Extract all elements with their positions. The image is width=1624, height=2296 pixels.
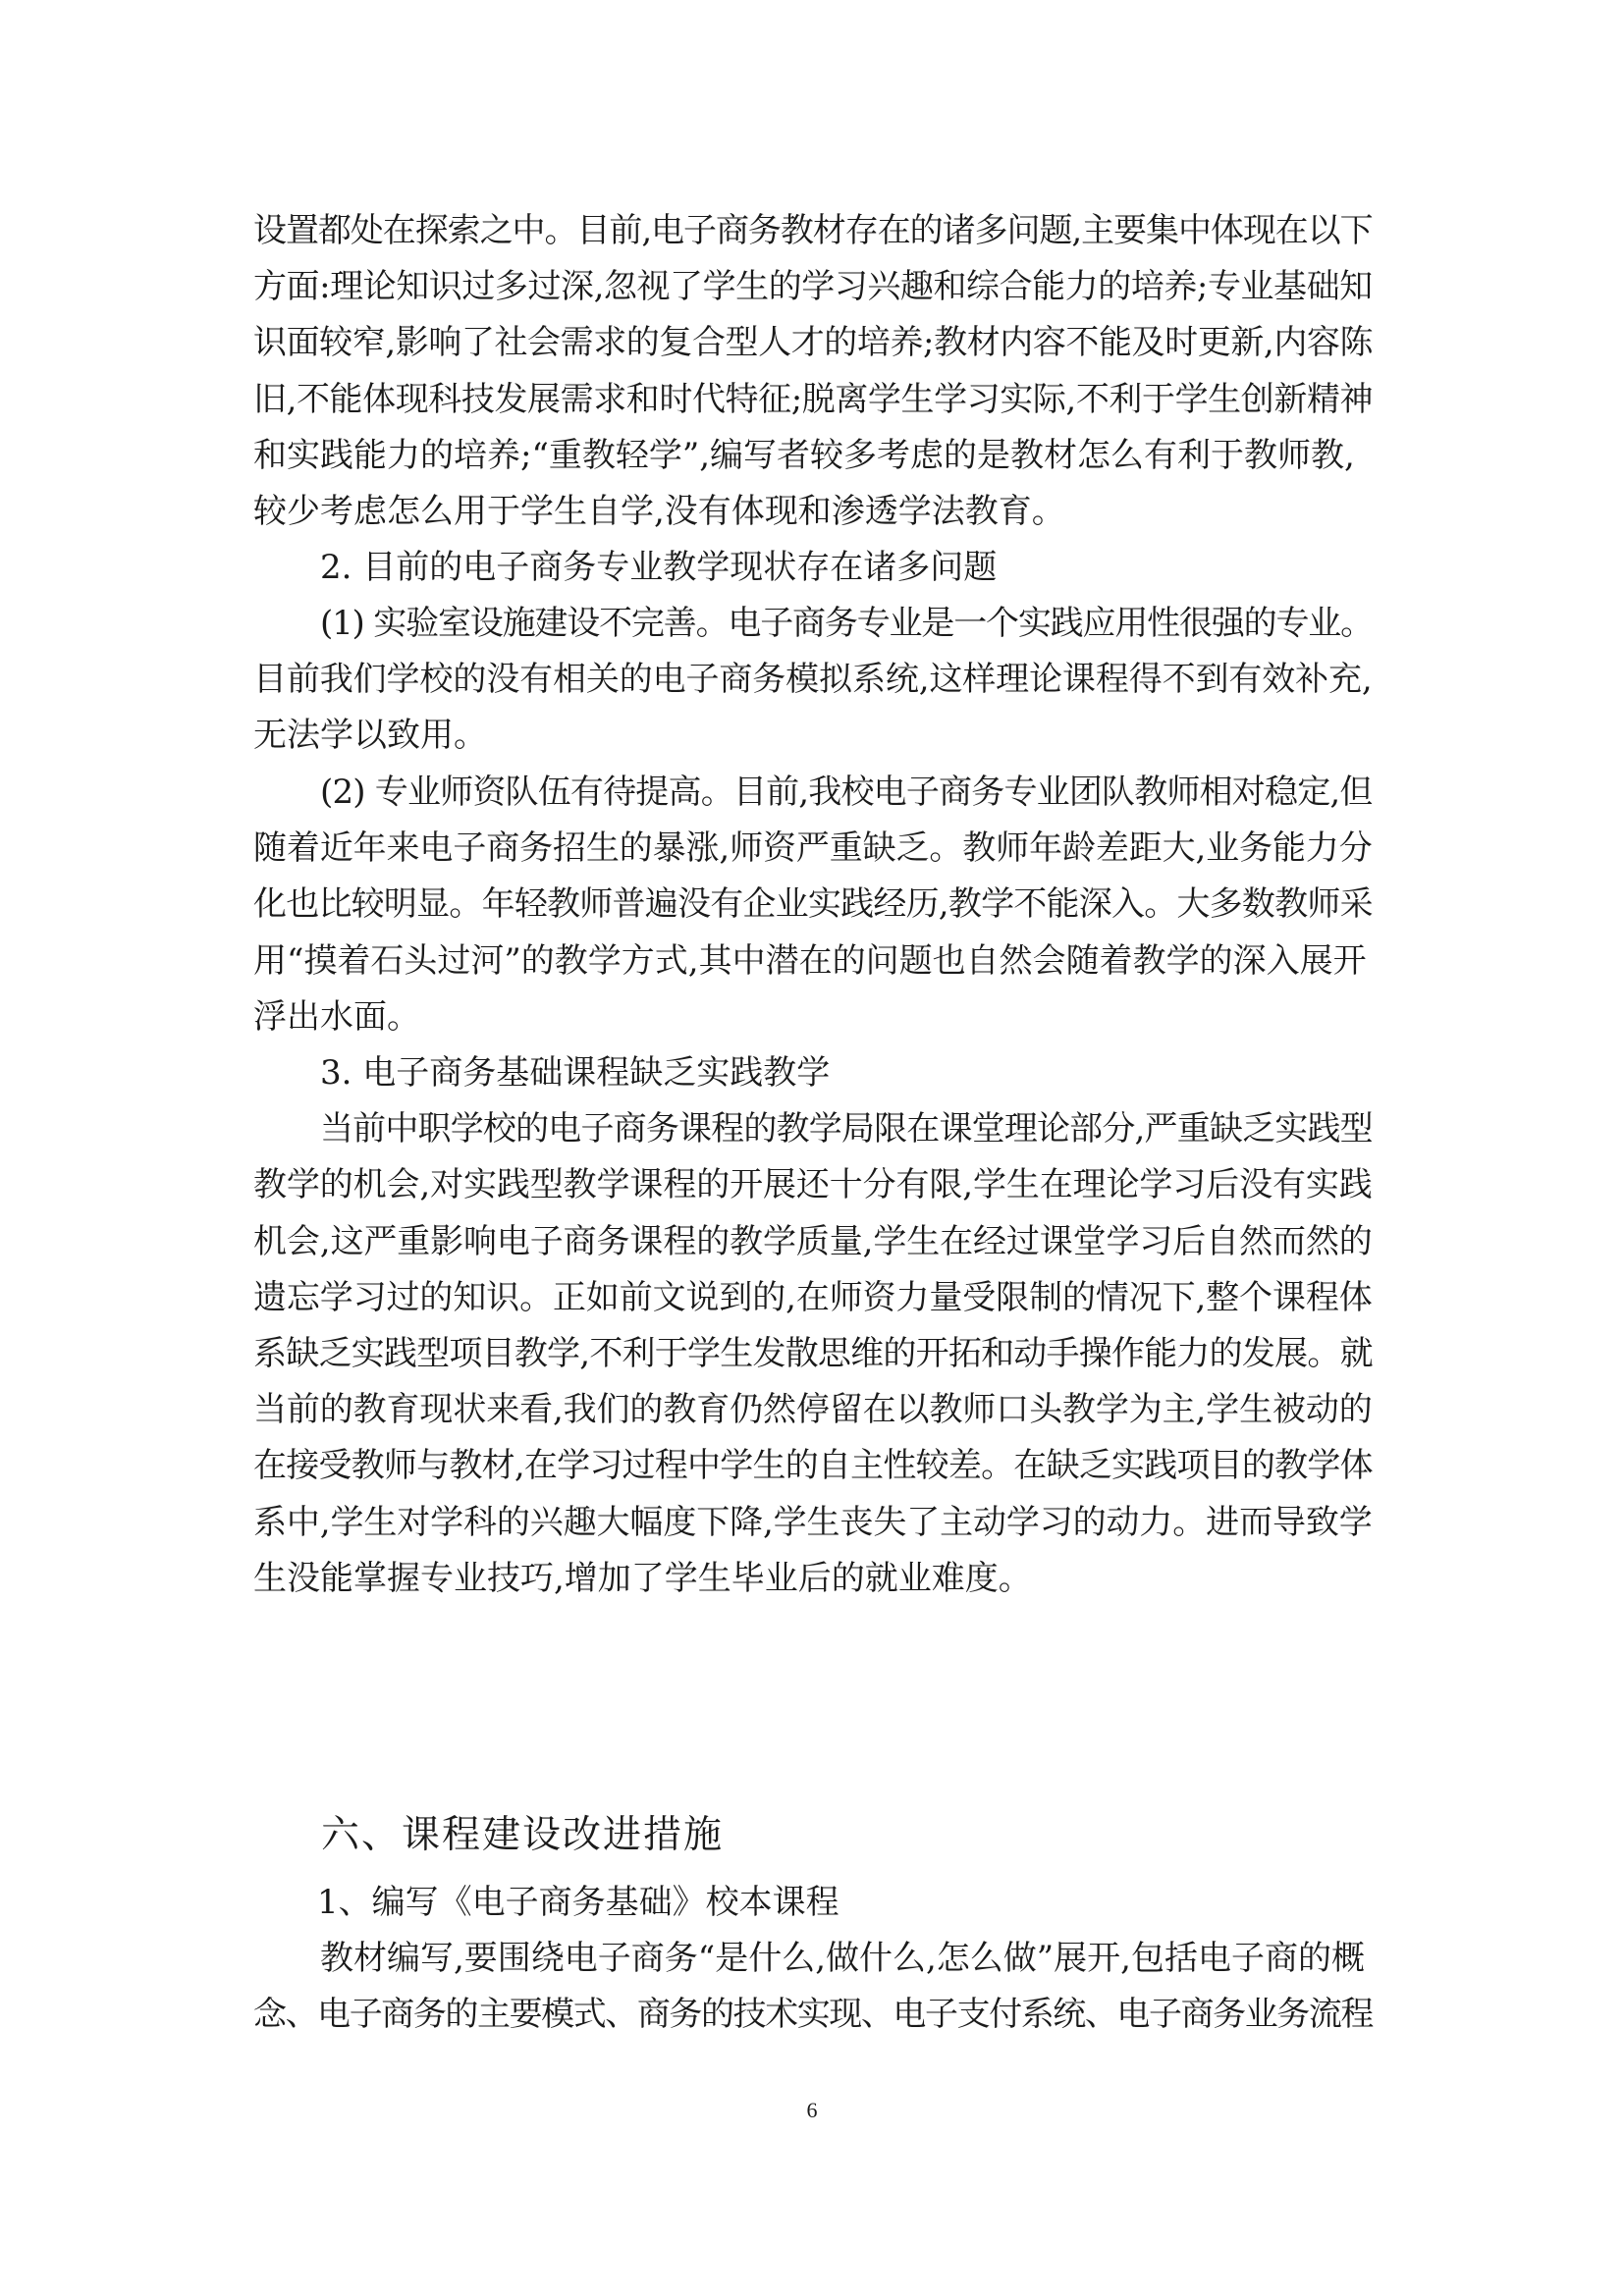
paragraph-line: 当前的教育现状来看,我们的教育仍然停留在以教师口头教学为主,学生被动的 <box>253 1390 1373 1430</box>
paragraph-line: 无法学以致用。 <box>253 716 487 756</box>
paragraph-line: 教材编写,要围绕电子商务“是什么,做什么,怎么做”展开,包括电子商的概 <box>320 1939 1365 1979</box>
paragraph-line: 识面较窄,影响了社会需求的复合型人才的培养;教材内容不能及时更新,内容陈 <box>253 323 1374 363</box>
paragraph-line: 方面:理论知识过多过深,忽视了学生的学习兴趣和综合能力的培养;专业基础知 <box>253 267 1373 307</box>
paragraph-line: 较少考虑怎么用于学生自学,没有体现和渗透学法教育。 <box>253 492 1065 532</box>
page-number: 6 <box>806 2098 818 2122</box>
paragraph-practice-teaching <box>253 1045 1373 1607</box>
paragraph-line: 在接受教师与教材,在学习过程中学生的自主性较差。在缺乏实践项目的教学体 <box>253 1446 1373 1486</box>
paragraph-line: 当前中职学校的电子商务课程的教学局限在课堂理论部分,严重缺乏实践型 <box>320 1109 1373 1149</box>
paragraph-line: 念、电子商务的主要模式、商务的技术实现、电子支付系统、电子商务业务流程 <box>253 1995 1373 2035</box>
paragraph-line: 用“摸着石头过河”的教学方式,其中潜在的问题也自然会随着教学的深入展开 <box>253 940 1367 981</box>
item-3-title: 3. 电子商务基础课程缺乏实践教学 <box>320 1053 831 1093</box>
paragraph-line: 遗忘学习过的知识。正如前文说到的,在师资力量受限制的情况下,整个课程体 <box>253 1277 1373 1317</box>
paragraph-line: 系中,学生对学科的兴趣大幅度下降,学生丧失了主动学习的动力。进而导致学 <box>253 1502 1373 1542</box>
section-heading: 六、课程建设改进措施 <box>321 1813 725 1857</box>
paragraph-lab-facilities <box>253 596 1373 765</box>
item-2-title: 2. 目前的电子商务专业教学现状存在诸多问题 <box>320 548 998 588</box>
paragraph-line: 生没能掌握专业技巧,增加了学生毕业后的就业难度。 <box>253 1558 1032 1598</box>
paragraph-teaching-staff <box>253 765 1373 1045</box>
paragraph-line: (2) 专业师资队伍有待提高。目前,我校电子商务专业团队教师相对稳定,但 <box>320 773 1373 812</box>
paragraph-line: 和实践能力的培养;“重教轻学”,编写者较多考虑的是教材怎么有利于教师教, <box>253 435 1355 475</box>
paragraph-line: 目前我们学校的没有相关的电子商务模拟系统,这样理论课程得不到有效补充, <box>253 660 1373 700</box>
paragraph-line: 化也比较明显。年轻教师普遍没有企业实践经历,教学不能深入。大多数教师采 <box>253 884 1373 925</box>
paragraph-line: 机会,这严重影响电子商务课程的教学质量,学生在经过课堂学习后自然而然的 <box>253 1221 1373 1261</box>
paragraph-line: 随着近年来电子商务招生的暴涨,师资严重缺乏。教师年龄差距大,业务能力分 <box>253 828 1373 869</box>
paragraph-textbook-problems <box>253 203 1373 596</box>
paragraph-line: 旧,不能体现科技发展需求和时代特征;脱离学生学习实际,不利于学生创新精神 <box>253 379 1374 419</box>
paragraph-line: 系缺乏实践型项目教学,不利于学生发散思维的开拓和动手操作能力的发展。就 <box>253 1334 1373 1374</box>
paragraph-textbook-writing <box>253 1875 1373 2044</box>
paragraph-line: (1) 实验室设施建设不完善。电子商务专业是一个实践应用性很强的专业。 <box>320 604 1373 643</box>
paragraph-line: 浮出水面。 <box>253 996 420 1037</box>
section-item-1-title: 1、编写《电子商务基础》校本课程 <box>317 1883 839 1922</box>
paragraph-line: 教学的机会,对实践型教学课程的开展还十分有限,学生在理论学习后没有实践 <box>253 1165 1373 1205</box>
paragraph-line: 设置都处在探索之中。目前,电子商务教材存在的诸多问题,主要集中体现在以下 <box>253 211 1373 250</box>
